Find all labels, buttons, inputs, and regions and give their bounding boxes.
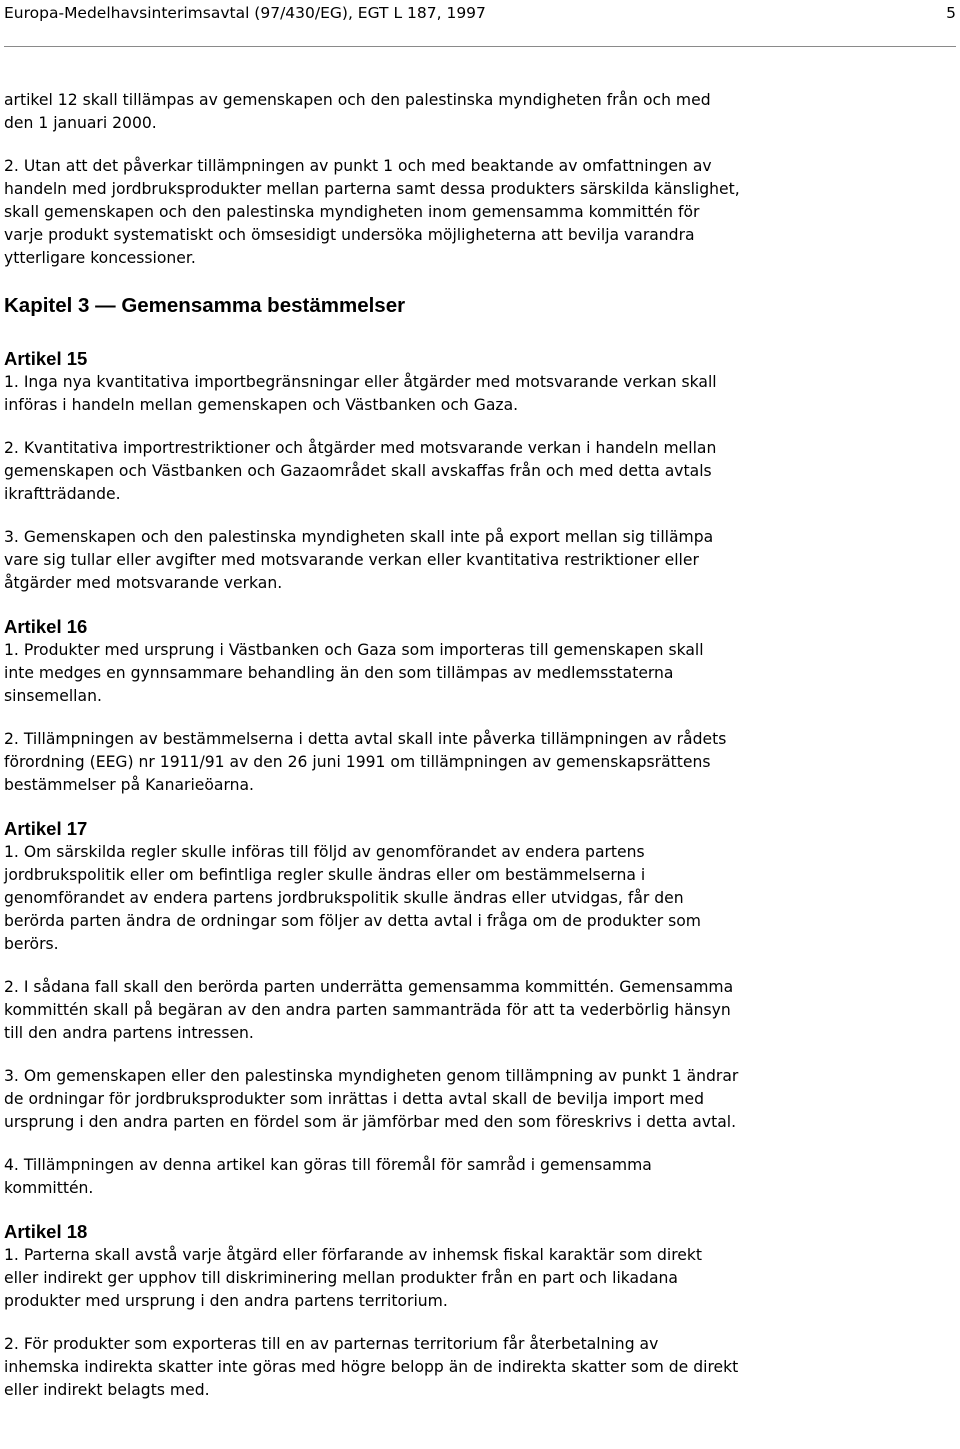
chapter-heading: Kapitel 3 — Gemensamma bestämmelser <box>4 294 406 317</box>
article-17-paragraph-1: 1. Om särskilda regler skulle införas till följd av genomförandet av endera partens jordbrukspolitik eller om befintliga regler skulle ändras eller om bestämmelserna i genomförandet av endera partens jordbrukspolitik skulle ändras eller utvidgas, får den berörda parten ändra de ordningar som följer av detta avtal i fråga om de produkter som berörs. <box>4 843 701 953</box>
article-16-heading: Artikel 16 <box>4 616 88 637</box>
page-number: 5 <box>946 4 956 22</box>
article-16-paragraph-2: 2. Tillämpningen av bestämmelserna i detta avtal skall inte påverka tillämpningen av rådets förordning (EEG) nr 1911/91 av den 26 juni 1991 om tillämpningen av gemenskapsrättens bestämmelser på Kanarieöarna. <box>4 730 727 794</box>
document-body <box>4 89 956 1422</box>
header-divider <box>4 46 956 47</box>
article-17-heading: Artikel 17 <box>4 818 88 839</box>
article-18-paragraph-1: 1. Parterna skall avstå varje åtgärd eller förfarande av inhemsk fiskal karaktär som direkt eller indirekt ger upphov till diskriminering mellan produkter från en part och likadana produkter med ursprung i den andra partens territorium. <box>4 1246 703 1310</box>
page-header <box>4 3 956 25</box>
article-15-paragraph-1: 1. Inga nya kvantitativa importbegränsningar eller åtgärder med motsvarande verkan skall införas i handeln mellan gemenskapen och Västbanken och Gaza. <box>4 373 717 414</box>
article-18-paragraph-2: 2. För produkter som exporteras till en av parternas territorium får återbetalning av inhemska indirekta skatter inte göras med högre belopp än de indirekta skatter som de direkt eller indirekt belagts med. <box>4 1335 739 1399</box>
article-17-paragraph-4: 4. Tillämpningen av denna artikel kan göras till föremål för samråd i gemensamma kommittén. <box>4 1156 652 1197</box>
paragraph-intro-1: artikel 12 skall tillämpas av gemenskapen och den palestinska myndigheten från och med den 1 januari 2000. <box>4 91 711 132</box>
article-15-heading: Artikel 15 <box>4 348 88 369</box>
article-18-heading: Artikel 18 <box>4 1221 88 1242</box>
document-title: Europa-Medelhavsinterimsavtal (97/430/EG), EGT L 187, 1997 <box>4 4 486 22</box>
paragraph-intro-2: 2. Utan att det påverkar tillämpningen av punkt 1 och med beaktande av omfattningen av handeln med jordbruksprodukter mellan parterna samt dessa produkters särskilda känslighet, skall gemenskapen och den palestinska myndigheten inom gemensamma kommittén för varje produkt systematiskt och ömsesidigt undersöka möjligheterna att bevilja varandra ytterligare koncessioner. <box>4 157 740 267</box>
article-16-paragraph-1: 1. Produkter med ursprung i Västbanken och Gaza som importeras till gemenskapen skall inte medges en gynnsammare behandling än den som tillämpas av medlemsstaterna sinsemellan. <box>4 641 704 705</box>
article-17-paragraph-3: 3. Om gemenskapen eller den palestinska myndigheten genom tillämpning av punkt 1 ändrar de ordningar för jordbruksprodukter som inrättas i detta avtal skall de bevilja import med ursprung i den andra parten en fördel som är jämförbar med den som föreskrivs i detta avtal. <box>4 1067 739 1131</box>
article-15-paragraph-2: 2. Kvantitativa importrestriktioner och åtgärder med motsvarande verkan i handeln mellan gemenskapen och Västbanken och Gazaområdet skall avskaffas från och med detta avtals ikraftträdande. <box>4 439 717 503</box>
article-17-paragraph-2: 2. I sådana fall skall den berörda parten underrätta gemensamma kommittén. Gemensamma kommittén skall på begäran av den andra parten sammanträda för att ta vederbörlig hänsyn till den andra partens intressen. <box>4 978 734 1042</box>
article-15-paragraph-3: 3. Gemenskapen och den palestinska myndigheten skall inte på export mellan sig tillämpa vare sig tullar eller avgifter med motsvarande verkan eller kvantitativa restriktioner eller åtgärder med motsvarande verkan. <box>4 528 714 592</box>
